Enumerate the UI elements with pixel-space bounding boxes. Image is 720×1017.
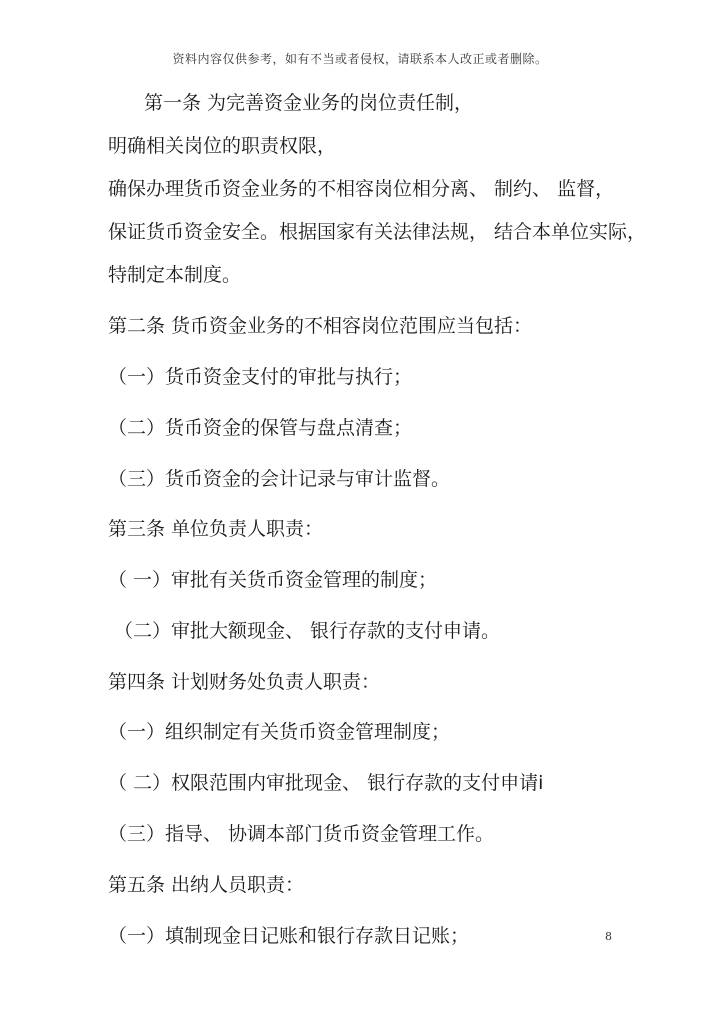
paragraph-line-article-2: 第二条 货币资金业务的不相容岗位范围应当包括： xyxy=(108,315,533,337)
paragraph-line-article-5: 第五条 出纳人员职责： xyxy=(108,874,305,896)
list-item: （ 二）权限范围内审批现金、 银行存款的支付申请i xyxy=(108,772,544,794)
page-number: 8 xyxy=(605,930,612,943)
list-item: （ 一）审批有关货币资金管理的制度； xyxy=(108,569,438,591)
document-header-note: 资料内容仅供参考，如有不当或者侵权，请联系本人改正或者删除。 xyxy=(172,52,548,66)
paragraph-line: 明确相关岗位的职责权限， xyxy=(108,135,337,157)
paragraph-line: 特制定本制度。 xyxy=(108,264,242,286)
list-item: （三）货币资金的会计记录与审计监督。 xyxy=(108,468,451,490)
document-body xyxy=(108,92,647,948)
paragraph-line: 确保办理货币资金业务的不相容岗位相分离、 制约、 监督， xyxy=(108,178,615,200)
paragraph-line-article-3: 第三条 单位负责人职责： xyxy=(108,518,324,540)
list-item: （一）货币资金支付的审批与执行； xyxy=(108,366,413,388)
list-item: （一）组织制定有关货币资金管理制度； xyxy=(108,721,451,743)
paragraph-line-article-4: 第四条 计划财务处负责人职责： xyxy=(108,671,381,693)
list-item: （一）填制现金日记账和银行存款日记账； xyxy=(108,925,470,947)
list-item: （三）指导、 协调本部门货币资金管理工作。 xyxy=(108,823,495,845)
list-item: （二）货币资金的保管与盘点清查； xyxy=(108,417,413,439)
paragraph-line-article-1: 第一条 为完善资金业务的岗位责任制， xyxy=(144,92,474,114)
paragraph-line: 保证货币资金安全。根据国家有关法律法规， 结合本单位实际， xyxy=(108,221,647,243)
list-item: （二）审批大额现金、 银行存款的支付申请。 xyxy=(114,620,501,642)
